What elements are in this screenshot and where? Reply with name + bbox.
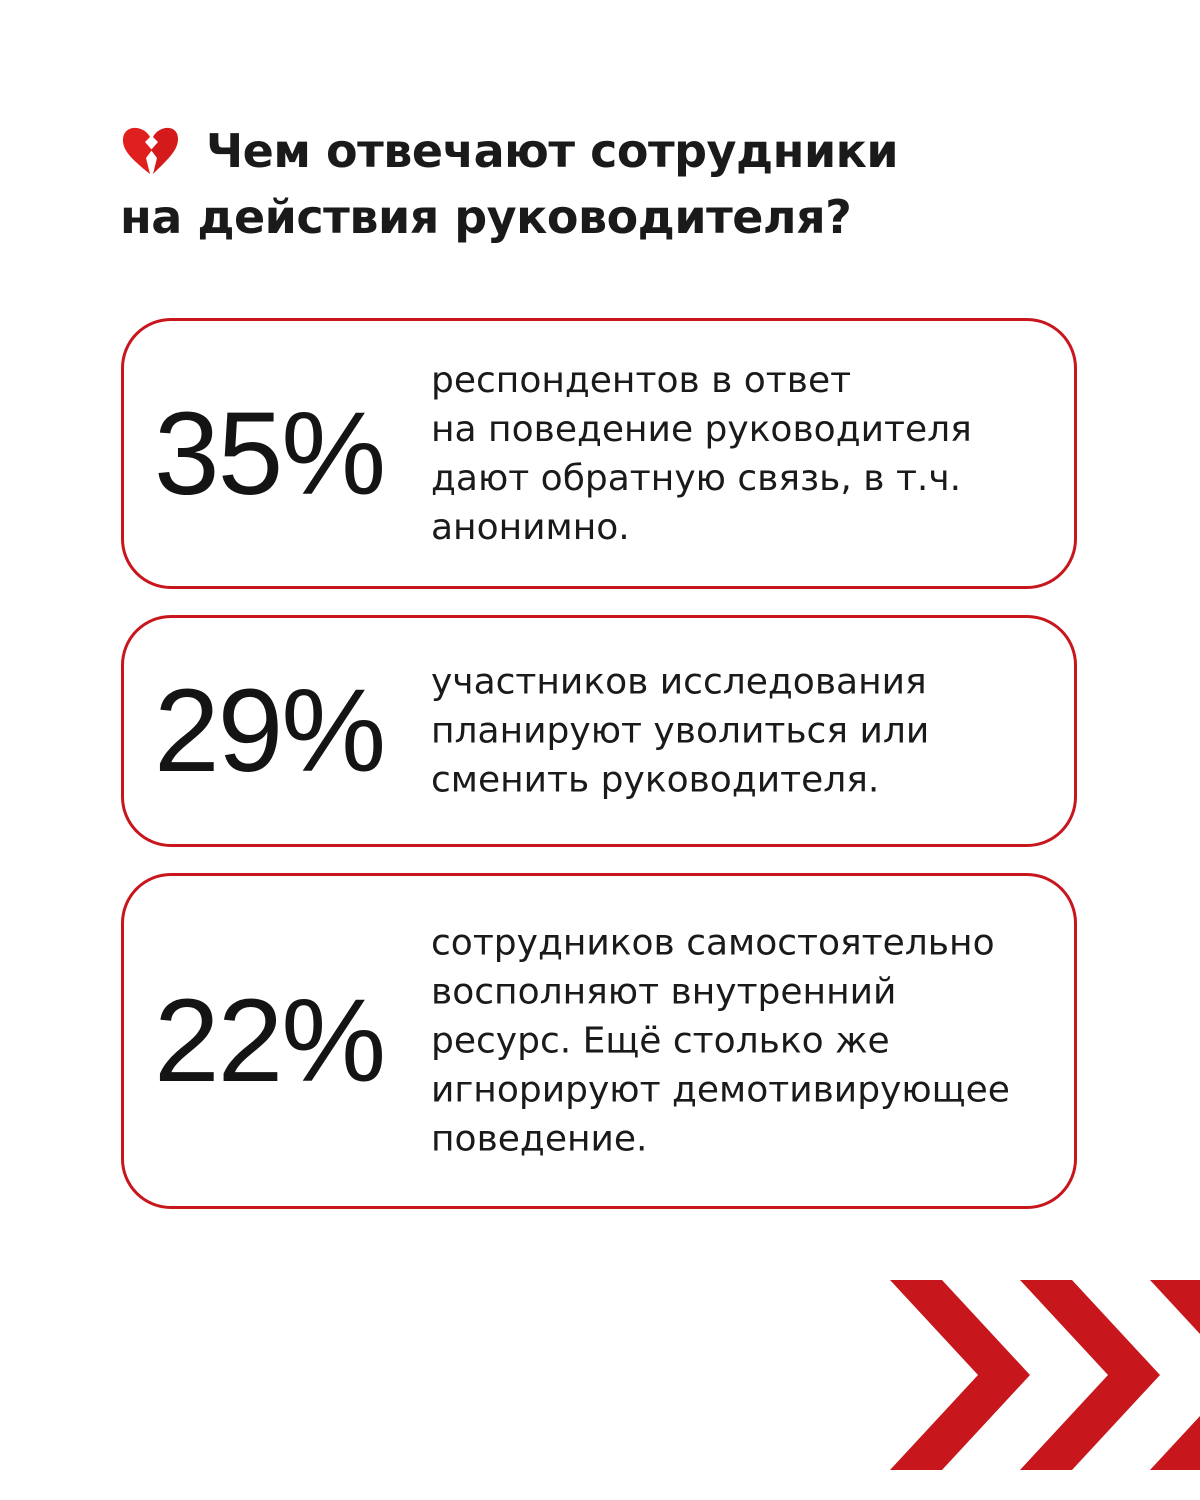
stat-text-line: сотрудников самостоятельно (431, 922, 995, 964)
stat-percent: 22% (154, 975, 385, 1107)
stat-text-line: ресурс. Ещё столько же (431, 1020, 890, 1062)
title-line-2: на действия руководителя? (120, 190, 852, 244)
title-line-1: Чем отвечают сотрудники (206, 124, 899, 178)
stat-text-line: планируют уволиться или (431, 710, 930, 752)
stat-description (431, 658, 1071, 805)
stat-card (121, 873, 1077, 1209)
chevron-arrow-2 (1020, 1280, 1160, 1470)
stat-text-line: восполняют внутренний (431, 971, 897, 1013)
stat-text-line: сменить руководителя. (431, 759, 880, 801)
chevron-arrows-icon (880, 1270, 1200, 1500)
stat-text-line: игнорируют демотивирующее (431, 1069, 1010, 1111)
stat-text-line: дают обратную связь, в т.ч. (431, 457, 962, 499)
stat-text-line: респондентов в ответ (431, 359, 852, 401)
chevron-arrow-1 (890, 1280, 1030, 1470)
stat-percent: 35% (154, 387, 385, 520)
stat-text-line: участников исследования (431, 661, 927, 703)
page-title (120, 118, 1080, 250)
stat-text-line: на поведение руководителя (431, 408, 972, 450)
stat-card (121, 318, 1077, 589)
stat-description (431, 356, 1071, 552)
stat-text-line: анонимно. (431, 506, 630, 548)
stat-card (121, 615, 1077, 847)
broken-heart-icon (120, 125, 180, 175)
stat-text-line: поведение. (431, 1118, 648, 1160)
stat-percent: 29% (154, 665, 385, 797)
stat-description (431, 919, 1071, 1164)
